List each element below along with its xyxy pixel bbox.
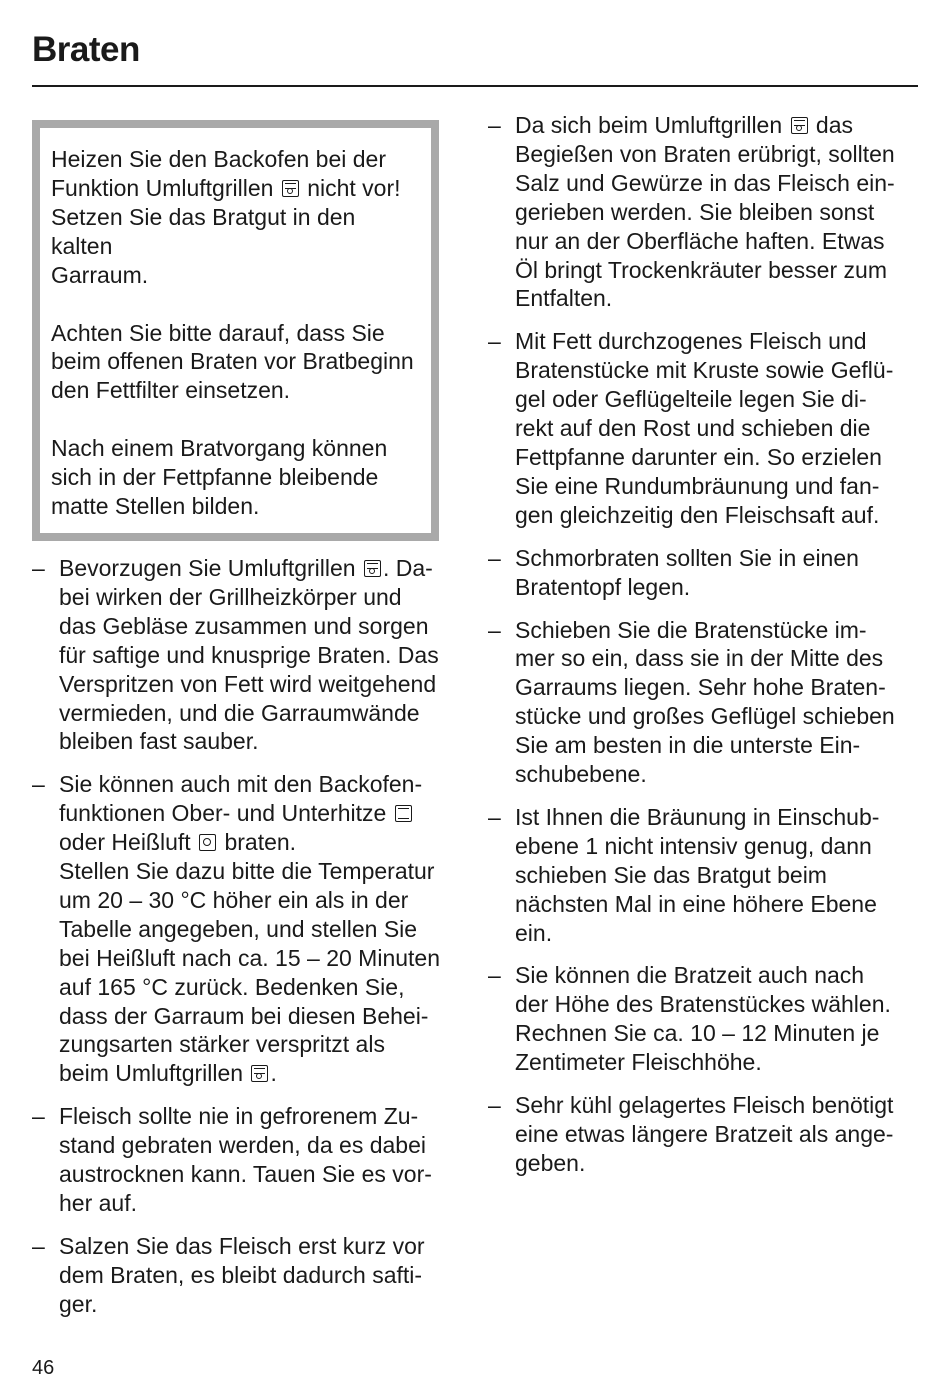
dash-marker: – bbox=[32, 1103, 45, 1130]
dash-marker: – bbox=[488, 328, 501, 355]
list-item: – Fleisch sollte nie in gefrorenem Zu- stand gebraten werden, da es dabei austrocknen kann. Tauen Sie es vor- her auf. bbox=[32, 1103, 432, 1216]
instruction-list bbox=[488, 111, 920, 1178]
note-paragraph: Heizen Sie den Backofen bei der Funktion Umluftgrillen nicht vor! Setzen Sie das Bratgut in den kalten Garraum. bbox=[51, 146, 401, 288]
instruction-list bbox=[32, 554, 464, 1319]
umluftgrillen-icon bbox=[791, 117, 808, 134]
note-paragraph: Nach einem Bratvorgang können sich in der Fettpfanne bleibende matte Stellen bilden. bbox=[51, 435, 388, 520]
dash-marker: – bbox=[488, 112, 501, 138]
left-column bbox=[32, 120, 464, 1333]
dash-marker: – bbox=[488, 803, 501, 830]
umluftgrillen-icon bbox=[282, 180, 299, 197]
umluftgrillen-icon bbox=[364, 560, 381, 577]
list-item: – Schieben Sie die Bratenstücke im- mer so ein, dass sie in der Mitte des Garraums liegen. Sehr hohe Braten- stücke und großes Geflügel schieben Sie am besten in die unterste Ein- schubebene. bbox=[488, 616, 895, 788]
page-number: 46 bbox=[32, 1357, 55, 1379]
heissluft-icon bbox=[199, 834, 216, 851]
dash-marker: – bbox=[32, 554, 45, 581]
umluftgrillen-icon bbox=[251, 1065, 268, 1082]
dash-marker: – bbox=[488, 962, 501, 989]
note-paragraph: Achten Sie bitte darauf, dass Sie beim offenen Braten vor Bratbeginn den Fettfilter einsetzen. bbox=[51, 319, 414, 404]
ober-unterhitze-icon bbox=[395, 805, 412, 822]
dash-marker: – bbox=[488, 616, 501, 643]
list-item: – Schmorbraten sollten Sie in einen Bratentopf legen. bbox=[488, 544, 859, 600]
dash-marker: – bbox=[488, 1092, 501, 1119]
page-title: Braten bbox=[32, 30, 140, 69]
title-divider bbox=[32, 85, 918, 87]
list-item: – Sie können auch mit den Backofen- funktionen Ober- und Unterhitze oder Heißluft braten. Stellen Sie dazu bitte die Temperatur um 20 – 30 °C höher ein als in der Tabelle angegeben, und stellen Sie bei Heißluft nach ca. 15 – 20 Minuten auf 165 °C zurück. Bedenken Sie, dass der Garraum bei diesen Behei- zungsarten stärker verspritzt als beim Umluftgrillen . bbox=[32, 771, 441, 1087]
list-item: – Bevorzugen Sie Umluftgrillen . Da- bei wirken der Grillheizkörper und das Gebläse zusammen und sorgen für saftige und knusprige Braten. Das Verspritzen von Fett wird weitgehend vermieden, und die Garraumwände bleiben fast sauber. bbox=[32, 554, 439, 755]
dash-marker: – bbox=[488, 544, 501, 571]
list-item: – Da sich beim Umluftgrillen das Begießen von Braten erübrigt, sollten Salz und Gewürze in das Fleisch ein- gerieben werden. Sie bleiben sonst nur an der Oberfläche haften. Etwas Öl bringt Trockenkräuter besser zum Entfalten. bbox=[488, 112, 895, 312]
dash-marker: – bbox=[32, 1232, 45, 1259]
list-item: – Sehr kühl gelagertes Fleisch benötigt eine etwas längere Bratzeit als ange- geben. bbox=[488, 1092, 894, 1176]
right-column bbox=[488, 111, 920, 1192]
list-item: – Ist Ihnen die Bräunung in Einschub- ebene 1 nicht intensiv genug, dann schieben Sie das Bratgut beim nächsten Mal in eine höhere Ebene ein. bbox=[488, 803, 880, 946]
note-box bbox=[32, 120, 439, 541]
list-item: – Sie können die Bratzeit auch nach der Höhe des Bratenstückes wählen. Rechnen Sie ca. 10 – 12 Minuten je Zentimeter Fleischhöhe. bbox=[488, 962, 891, 1076]
list-item: – Salzen Sie das Fleisch erst kurz vor dem Braten, es bleibt dadurch safti- ger. bbox=[32, 1232, 425, 1317]
dash-marker: – bbox=[32, 771, 45, 798]
list-item: – Mit Fett durchzogenes Fleisch und Bratenstücke mit Kruste sowie Geflü- gel oder Geflügelteile legen Sie di- rekt auf den Rost und schieben die Fettpfanne darunter ein. So erzielen Sie eine Rundumbräunung und fan- gen gleichzeitig den Fleischsaft auf. bbox=[488, 328, 894, 528]
